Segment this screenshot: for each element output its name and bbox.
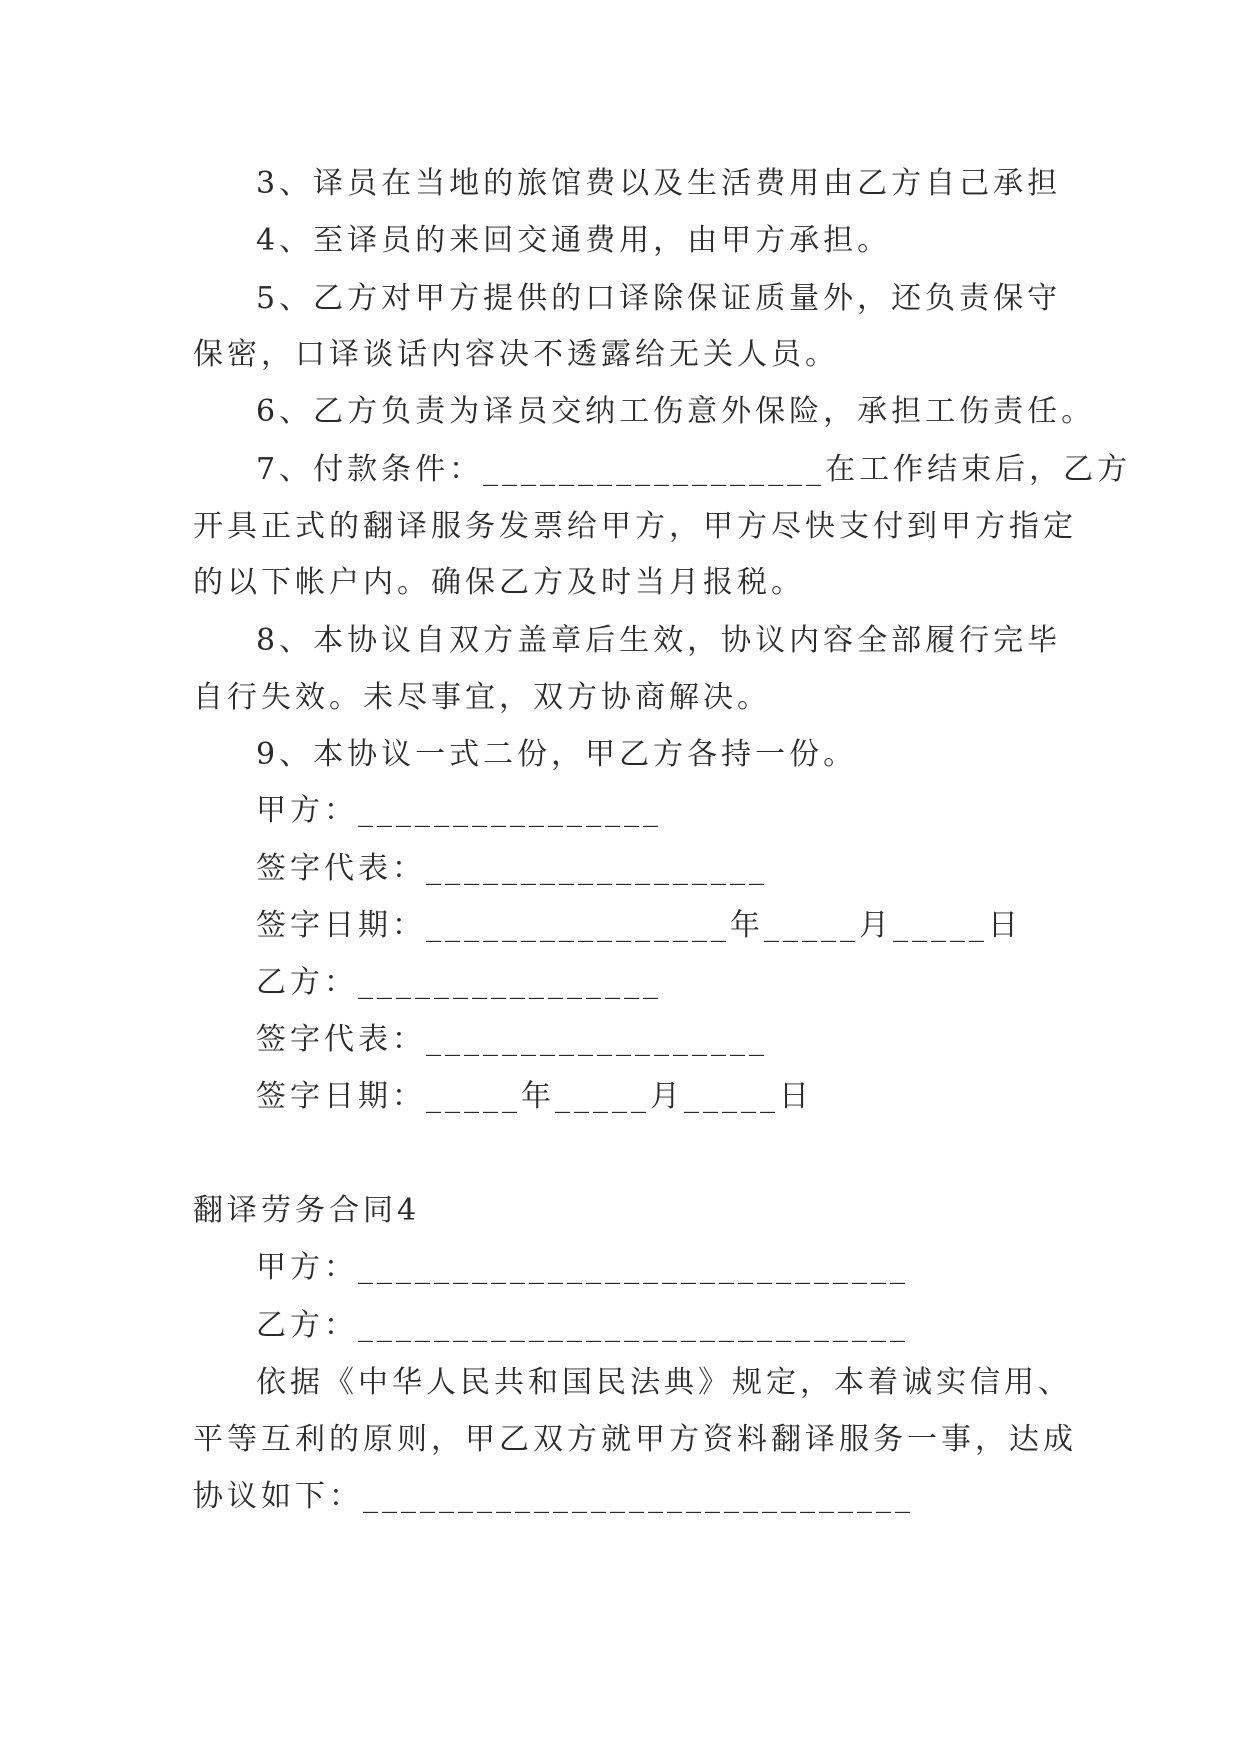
contract-4-preamble: 依据《中华人民共和国民法典》规定，本着诚实信用、 bbox=[256, 1365, 1072, 1400]
party-b-field: 乙方：________________ bbox=[256, 965, 662, 1000]
party-a-representative-field: 签字代表：__________________ bbox=[256, 851, 768, 886]
party-b-representative-field: 签字代表：__________________ bbox=[256, 1022, 768, 1057]
clause-6: 6、乙方负责为译员交纳工伤意外保险，承担工伤责任。 bbox=[256, 394, 1096, 429]
clause-7: 7、付款条件：__________________在工作结束后，乙方 bbox=[256, 452, 1132, 487]
contract-4-title: 翻译劳务合同4 bbox=[193, 1193, 421, 1228]
party-a-date-field: 签字日期：________________年_____月_____日 bbox=[256, 908, 1022, 943]
clause-5: 5、乙方对甲方提供的口译除保证质量外，还负责保守 bbox=[256, 281, 1062, 316]
clause-9: 9、本协议一式二份，甲乙方各持一份。 bbox=[256, 737, 858, 772]
contract-4-preamble-continued-2: 协议如下：_____________________________ bbox=[193, 1479, 914, 1514]
party-b-date-field: 签字日期：_____年_____月_____日 bbox=[256, 1079, 813, 1114]
clause-7-continued-1: 开具正式的翻译服务发票给甲方，甲方尽快支付到甲方指定 bbox=[193, 509, 1077, 544]
clause-8: 8、本协议自双方盖章后生效，协议内容全部履行完毕 bbox=[256, 623, 1062, 658]
clause-3: 3、译员在当地的旅馆费以及生活费用由乙方自己承担 bbox=[256, 166, 1062, 201]
clause-8-continued: 自行失效。未尽事宜，双方协商解决。 bbox=[193, 680, 771, 715]
clause-5-continued: 保密，口译谈话内容决不透露给无关人员。 bbox=[193, 337, 839, 372]
clause-7-continued-2: 的以下帐户内。确保乙方及时当月报税。 bbox=[193, 565, 805, 600]
contract-4-party-a-field: 甲方：_____________________________ bbox=[256, 1250, 909, 1285]
party-a-field: 甲方：________________ bbox=[256, 793, 662, 828]
contract-4-preamble-continued-1: 平等互利的原则，甲乙双方就甲方资料翻译服务一事，达成 bbox=[193, 1422, 1077, 1457]
contract-4-party-b-field: 乙方：_____________________________ bbox=[256, 1308, 909, 1343]
clause-4: 4、至译员的来回交通费用，由甲方承担。 bbox=[256, 223, 892, 258]
